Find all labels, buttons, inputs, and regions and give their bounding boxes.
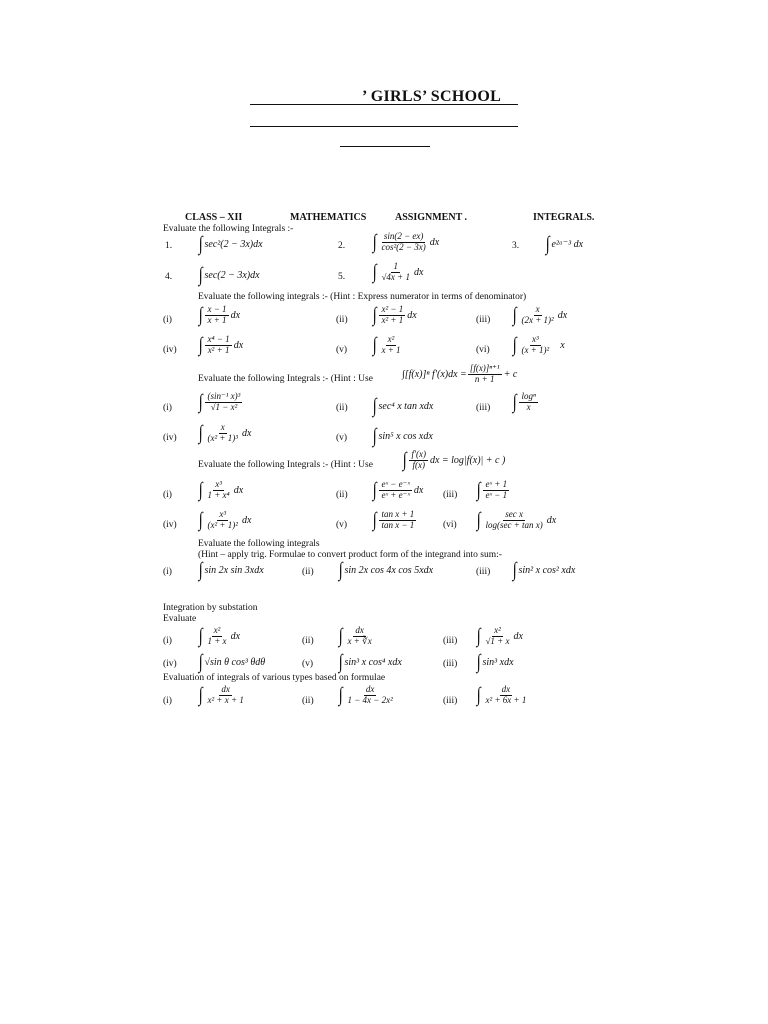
s1-expr-2 [372, 232, 439, 253]
integral-sign: ∫ [198, 233, 203, 255]
integral-sign: ∫ [198, 334, 203, 357]
school-name: ’ GIRLS’ SCHOOL [362, 88, 502, 105]
integral-sign: ∫ [476, 479, 481, 502]
s4-expr-vi [476, 510, 556, 531]
s4-hint-formula [402, 450, 505, 471]
s4-label-vi: (vi) [443, 520, 457, 530]
s3-label-iv: (iv) [163, 433, 177, 443]
fraction: $\frac{dx}{x + ∛x}$ [347, 625, 372, 646]
s3-expr-i [198, 392, 243, 413]
s4-label-iii: (iii) [443, 490, 458, 500]
integral-sign: ∫ [372, 261, 377, 284]
s5-label-i: (i) [163, 567, 172, 577]
fraction: $\frac{\text{tan x + 1}}{\text{tan x − 1}}$ [381, 509, 415, 530]
s2-label-ii: (ii) [336, 315, 348, 325]
s2-label-i: (i) [163, 315, 172, 325]
hint-lhs: ∫[f(x)]ⁿ f′(x)dx = [402, 368, 467, 380]
s4-label-iv: (iv) [163, 520, 177, 530]
expr-tail: dx [241, 514, 252, 526]
s6-expr-iii [476, 626, 523, 647]
s1-expr-5 [372, 262, 423, 283]
expr-tail: dx [230, 630, 241, 642]
integral-sign: ∫ [198, 264, 203, 286]
expr-text: sin² x cos² xdx [518, 564, 576, 576]
s6-expr-vi [476, 652, 514, 672]
s2-expr-vi [512, 335, 565, 356]
expr-text: sin 2x sin 3xdx [204, 564, 264, 576]
s1-label-5: 5. [338, 272, 346, 282]
s6-label-i: (i) [163, 636, 172, 646]
s3-label-iii: (iii) [476, 403, 491, 413]
s5-expr-iii [512, 560, 575, 580]
fraction: $\frac{\text{(sin⁻¹ x)³}}{\text{√1 − x²}}$ [207, 391, 241, 412]
integral-sign: ∫ [402, 449, 407, 472]
fraction: $\frac{x - 1}{x + 1}$ [207, 304, 227, 325]
expr-tail: dx [429, 236, 440, 248]
assignment-label: ASSIGNMENT . [395, 212, 468, 223]
section5-instruction: Evaluate the following integrals [198, 539, 320, 549]
fraction: $\frac{\text{[f(x)]ⁿ⁺¹}}{n + 1}$ [469, 363, 500, 384]
fraction: $\frac{x}{\text{(x² + 1)³}}$ [207, 422, 238, 443]
fraction: $\frac{\text{sec x}}{\text{log(sec + tan x)}}$ [485, 509, 543, 530]
s6-label-ii: (ii) [302, 636, 314, 646]
blank-line-2 [340, 146, 430, 147]
fraction: $\frac{\text{x²}}{x + 1}$ [381, 334, 401, 355]
integral-sign: ∫ [476, 625, 481, 648]
fraction: $\frac{1}{√4x + 1}$ [381, 261, 410, 282]
fraction: $\frac{\sin(2 - ex)}{\text{cos²(2 − 3x)}}$ [381, 231, 426, 252]
s2-expr-iii [512, 305, 567, 326]
expr-text: sin³ x cos⁴ xdx [344, 656, 402, 668]
s3-label-v: (v) [336, 433, 348, 443]
section5-hint: (Hint – apply trig. Formulae to convert product form of the integrand into sum:- [198, 550, 502, 560]
expr-tail: dx [557, 309, 568, 321]
fraction: $\frac{\text{x³}}{\text{(x + 1)²}}$ [521, 334, 550, 355]
s4-expr-ii [372, 480, 423, 501]
fraction: $\frac{\text{x³}}{\text{(x² + 1)²}}$ [207, 509, 238, 530]
hint-tail: + c [503, 368, 518, 380]
expr-tail: dx [513, 630, 523, 642]
s7-expr-ii [338, 685, 396, 706]
s1-expr-1 [198, 234, 263, 254]
integral-sign: ∫ [198, 304, 203, 327]
s6-label-vi: (iii) [443, 659, 458, 669]
s4-label-v: (v) [336, 520, 348, 530]
expr-text: sin 2x cos 4x cos 5xdx [344, 564, 434, 576]
s5-expr-i [198, 560, 264, 580]
integral-sign: ∫ [372, 304, 377, 327]
integral-sign: ∫ [372, 425, 377, 447]
integral-sign: ∫ [372, 479, 377, 502]
integral-sign: ∫ [512, 304, 517, 327]
s3-label-i: (i) [163, 403, 172, 413]
s5-label-iii: (iii) [476, 567, 491, 577]
integral-sign: ∫ [198, 651, 203, 673]
s2-label-iv: (iv) [163, 345, 177, 355]
expr-tail: x [560, 339, 565, 351]
fraction: $\frac{dx}{\text{x² + x + 1}}$ [207, 684, 244, 705]
s1-label-4: 4. [165, 272, 173, 282]
s3-expr-iii [512, 392, 539, 413]
s7-label-ii: (ii) [302, 696, 314, 706]
s2-expr-v [372, 335, 404, 356]
integral-sign: ∫ [476, 684, 481, 707]
section4-instruction: Evaluate the following Integrals :- (Hint : Use [198, 460, 373, 470]
integral-sign: ∫ [198, 479, 203, 502]
s2-expr-iv [198, 335, 243, 356]
s6-expr-v [338, 652, 402, 672]
expr-text: e²ᵃ⁻³ dx [551, 238, 584, 250]
integral-sign: ∫ [198, 684, 203, 707]
s4-expr-v [372, 510, 417, 531]
s3-expr-ii [372, 396, 433, 416]
s6-label-iii: (iii) [443, 636, 458, 646]
integral-sign: ∫ [338, 625, 343, 648]
s5-expr-ii [338, 560, 433, 580]
fraction: $\frac{\text{x²}}{1 + x}$ [207, 625, 227, 646]
s7-expr-i [198, 685, 247, 706]
integral-sign: ∫ [512, 334, 517, 357]
expr-tail: dx [233, 339, 244, 351]
s1-expr-4 [198, 265, 260, 285]
s4-label-ii: (ii) [336, 490, 348, 500]
expr-tail: dx [230, 309, 241, 321]
school-name-underline [250, 104, 518, 105]
expr-text: sec²(2 − 3x)dx [204, 238, 263, 250]
s2-label-iii: (iii) [476, 315, 491, 325]
integral-sign: ∫ [512, 391, 517, 414]
integral-sign: ∫ [372, 395, 377, 417]
s4-expr-iv [198, 510, 251, 531]
s3-expr-iv [198, 423, 251, 444]
expr-text: √sin θ cos³ θdθ [204, 656, 266, 668]
fraction: $\frac{dx}{\text{1 − 4x − 2x²}}$ [347, 684, 393, 705]
expr-tail: dx [241, 427, 252, 439]
integral-sign: ∫ [372, 334, 377, 357]
s6-expr-iv [198, 652, 265, 672]
fraction: $\frac{dx}{\text{x² + 6x + 1}}$ [485, 684, 527, 705]
fraction: $\frac{\text{eˣ − e⁻ˣ}}{\text{eˣ + e⁻ˣ}}$ [381, 479, 410, 500]
expr-text: sec⁴ x tan xdx [378, 400, 434, 412]
fraction: $\frac{\text{x² − 1}}{\text{x² + 1}}$ [381, 304, 404, 325]
section2-instruction: Evaluate the following integrals :- (Hint : Express numerator in terms of denominator) [198, 292, 527, 302]
subject-label: MATHEMATICS [290, 212, 367, 223]
integral-sign: ∫ [338, 684, 343, 707]
s4-expr-iii [476, 480, 510, 501]
expr-tail: dx [413, 484, 424, 496]
s3-label-ii: (ii) [336, 403, 348, 413]
s6-label-v: (v) [302, 659, 314, 669]
integral-sign: ∫ [198, 559, 203, 581]
s3-hint-formula [402, 364, 517, 385]
s2-label-v: (v) [336, 345, 348, 355]
s6-expr-i [198, 626, 240, 647]
s2-label-vi: (vi) [476, 345, 490, 355]
s2-expr-ii [372, 305, 417, 326]
class-label: CLASS – XII [185, 212, 243, 223]
integral-sign: ∫ [545, 233, 550, 255]
section7-instruction: Evaluation of integrals of various types based on formulae [163, 673, 386, 683]
s6-label-iv: (iv) [163, 659, 177, 669]
hint-tail: dx = log|f(x)| + c ) [429, 454, 506, 466]
integral-sign: ∫ [338, 651, 343, 673]
fraction: $\frac{\text{x³}}{\text{1 + x⁴}}$ [207, 479, 230, 500]
expr-text: sin³ xdx [482, 656, 514, 668]
fraction: $\frac{\text{x²}}{√1 + x}$ [485, 625, 510, 646]
fraction: $\frac{x}{\text{(2x + 1)²}}$ [521, 304, 554, 325]
integral-sign: ∫ [198, 391, 203, 414]
fraction: $\frac{f'(x)}{f(x)}$ [411, 449, 426, 470]
s7-expr-iii [476, 685, 529, 706]
s4-expr-i [198, 480, 243, 501]
section3-instruction: Evaluate the following Integrals :- (Hint : Use [198, 374, 373, 384]
fraction: $\frac{\text{logⁿ}}{x}$ [521, 391, 536, 412]
integral-sign: ∫ [198, 509, 203, 532]
integral-sign: ∫ [198, 422, 203, 445]
integral-sign: ∫ [512, 559, 517, 581]
s1-expr-3 [545, 234, 583, 254]
s1-label-2: 2. [338, 241, 346, 251]
topic-label: INTEGRALS. [533, 212, 595, 223]
expr-tail: dx [414, 266, 424, 278]
integral-sign: ∫ [372, 231, 377, 254]
expr-text: sec(2 − 3x)dx [204, 269, 260, 281]
section6-instruction: Evaluate [163, 614, 197, 624]
fraction: $\frac{\text{eˣ + 1}}{\text{eˣ − 1}}$ [485, 479, 508, 500]
s4-label-i: (i) [163, 490, 172, 500]
integral-sign: ∫ [476, 651, 481, 673]
integral-sign: ∫ [476, 509, 481, 532]
s1-label-1: 1. [165, 241, 173, 251]
integral-sign: ∫ [198, 625, 203, 648]
integral-sign: ∫ [372, 509, 377, 532]
expr-tail: dx [546, 514, 557, 526]
fraction: $\frac{\text{x⁴ − 1}}{\text{x² + 1}}$ [207, 334, 230, 355]
section1-instruction: Evaluate the following Integrals :- [163, 224, 294, 234]
s5-label-ii: (ii) [302, 567, 314, 577]
s7-label-i: (i) [163, 696, 172, 706]
integral-sign: ∫ [338, 559, 343, 581]
s1-label-3: 3. [512, 241, 520, 251]
s3-expr-v [372, 426, 433, 446]
expr-tail: dx [233, 484, 244, 496]
s6-expr-ii [338, 626, 375, 647]
expr-text: sin⁵ x cos xdx [378, 430, 433, 442]
s7-label-iii: (iii) [443, 696, 458, 706]
blank-line-1 [250, 126, 518, 127]
s2-expr-i [198, 305, 240, 326]
expr-tail: dx [407, 309, 417, 321]
section6-title: Integration by substation [163, 603, 258, 613]
